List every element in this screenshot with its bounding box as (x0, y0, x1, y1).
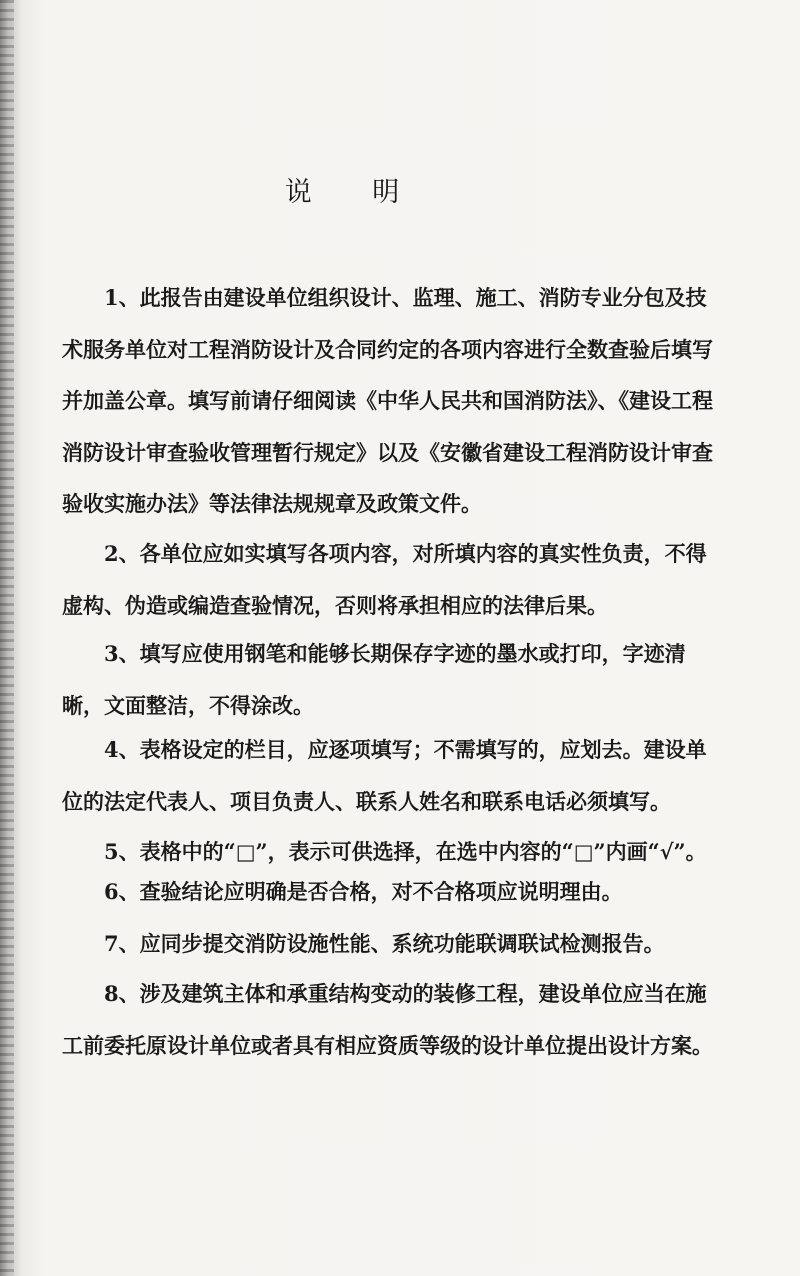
instruction-item-5: 5、表格中的“□”，表示可供选择，在选中内容的“□”内画“√”。 (104, 839, 707, 864)
instruction-item-2: 2、各单位应如实填写各项内容，对所填内容的真实性负责，不得虚构、伪造或编造查验情况，否则将承担相应的法律后果。 (62, 541, 707, 618)
instruction-item-3: 3、填写应使用钢笔和能够长期保存字迹的墨水或打印，字迹清晰，文面整洁，不得涂改。 (62, 641, 686, 718)
instruction-item-1: 1、此报告由建设单位组织设计、监理、施工、消防专业分包及技术服务单位对工程消防设计及合同约定的各项内容进行全数查验后填写并加盖公章。填写前请仔细阅读《中华人民共和国消防法》、《建设工程消防设计审查验收管理暂行规定》以及《安徽省建设工程消防设计审查验收实施办法》等法律法规规章及政策文件。 (62, 285, 713, 516)
instruction-item-7: 7、应同步提交消防设施性能、系统功能联调联试检测报告。 (104, 931, 665, 956)
document-title: 说 明 (284, 177, 426, 208)
instruction-item-4: 4、表格设定的栏目，应逐项填写；不需填写的，应划去。建设单位的法定代表人、项目负责人、联系人姓名和联系电话必须填写。 (62, 737, 707, 814)
instruction-item-8: 8、涉及建筑主体和承重结构变动的装修工程，建设单位应当在施工前委托原设计单位或者具有相应资质等级的设计单位提出设计方案。 (62, 981, 713, 1058)
instruction-item-6: 6、查验结论应明确是否合格，对不合格项应说明理由。 (104, 879, 623, 904)
